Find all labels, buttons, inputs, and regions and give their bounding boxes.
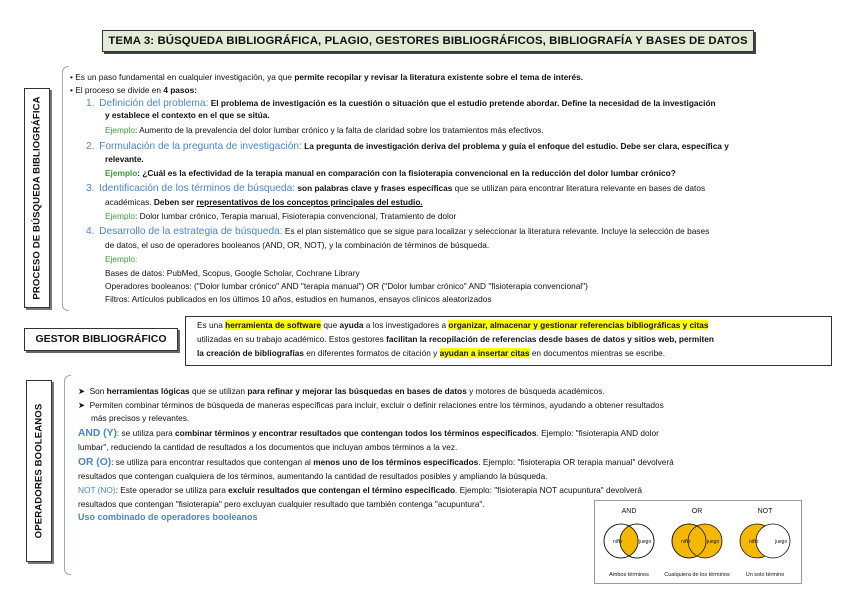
- step-4-cont: de datos, el uso de operadores booleanos (AND, OR, NOT), y la combinación de términos de búsqueda.: [105, 240, 490, 250]
- not-definition-cont: resultados que contengan "fisioterapia" pero excluyan cualquier resultado que también contenga "acupuntura".: [78, 499, 485, 509]
- step-2-cont: relevante.: [105, 154, 144, 164]
- not-definition: NOT (NO): Este operador se utiliza para excluir resultados que contengan el término especificado. Ejemplo: "fisioterapia NOT acupuntura" devolverá: [78, 485, 643, 495]
- venn-not-label: NOT: [757, 508, 773, 515]
- step-4-operators: Operadores booleanos: ("Dolor lumbar crónico" AND "terapia manual") OR ("Dolor lumbar crónico" AND "fisioterapia convencional"): [105, 281, 588, 291]
- bool-bullet-2: ➤ Permiten combinar términos de búsqueda de maneras específicas para incluir, excluir o definir relaciones entre los términos, ayudando a obtener resultados: [78, 400, 664, 410]
- venn-diagram: [594, 500, 802, 584]
- step-4: 4. Desarrollo de la estrategia de búsqueda: Es el plan sistemático que se sigue para localizar y seleccionar la literatura relevante. Incluye la selección de bases: [86, 226, 710, 237]
- step-1-example: Ejemplo: Aumento de la prevalencia del dolor lumbar crónico y la falta de claridad sobre los tratamientos más efectivos.: [105, 125, 544, 135]
- venn-or-left-term: niño: [681, 539, 691, 545]
- step-4-databases: Bases de datos: PubMed, Scopus, Google Scholar, Cochrane Library: [105, 268, 360, 278]
- or-definition: OR (O): se utiliza para encontrar resultados que contengan al menos uno de los términos especificados. Ejemplo: "fisioterapia OR terapia manual" devolverá: [78, 457, 674, 468]
- step-2-example: Ejemplo: ¿Cuál es la efectividad de la terapia manual en comparación con la fisioterapia convencional en la reducción del dolor lumbar crónico?: [105, 168, 676, 178]
- step-4-filters: Filtros: Artículos publicados en los últimos 10 años, estudios en humanos, ensayos clínicos aleatorizados: [105, 294, 492, 304]
- section-brace: [64, 375, 71, 575]
- gestor-line-2: utilizadas en su trabajo académico. Estos gestores facilitan la recopilación de referencias desde bases de datos y sitios web, permiten: [197, 334, 714, 344]
- and-definition: AND (Y): se utiliza para combinar términos y encontrar resultados que contengan todos los términos especificados. Ejemplo: "fisioterapia AND dolor: [78, 428, 659, 439]
- venn-svg: [595, 501, 801, 583]
- venn-or-label: OR: [691, 508, 703, 515]
- step-1: 1. Definición del problema: El problema de investigación es la cuestión o situación que el estudio pretende abordar. Define la necesidad de la investigación: [86, 98, 716, 109]
- gestor-line-1: Es una herramienta de software que ayuda a los investigadores a organizar, almacenar y gestionar referencias bibliográficas y citas: [197, 320, 709, 330]
- section-brace: [62, 66, 69, 311]
- step-2: 2. Formulación de la pregunta de investigación: La pregunta de investigación deriva del problema y guía el enfoque del estudio. Debe ser clara, específica y: [86, 141, 729, 152]
- combined-use-heading: Uso combinado de operadores booleanos: [78, 512, 258, 522]
- step-3-example: Ejemplo: Dolor lumbar crónico, Terapia manual, Fisioterapia convencional, Tratamiento de dolor: [105, 211, 457, 221]
- bool-bullet-1: ➤ Son herramientas lógicas que se utilizan para refinar y mejorar las búsquedas en bases de datos y motores de búsqueda académicos.: [78, 386, 605, 396]
- gestor-line-3: la creación de bibliografías en diferentes formatos de citación y ayudan a insertar citas en documentos mientras se escribe.: [197, 348, 666, 358]
- venn-not-right-term: juego: [775, 539, 788, 545]
- section-label-busqueda: [24, 88, 50, 308]
- section-label-gestor: GESTOR BIBLIOGRÁFICO: [24, 328, 178, 351]
- step-4-example-label: Ejemplo:: [105, 254, 138, 264]
- section-label-text: PROCESO DE BÚSQUEDA BIBLIOGRÁFICA: [31, 96, 43, 300]
- or-definition-cont: resultados que contengan cualquiera de los términos, aumentando la cantidad de resultados posibles y ampliando la búsqueda.: [78, 471, 548, 481]
- section-label-text: OPERADORES BOOLEANOS: [33, 403, 45, 539]
- venn-or-right-term: juego: [707, 539, 720, 545]
- venn-and-caption: Ambos términos: [609, 572, 649, 578]
- venn-not-left-term: niño: [749, 539, 759, 545]
- bullet-2: • El proceso se divide en 4 pasos:: [70, 85, 197, 95]
- step-3-cont: académicas. Deben ser representativos de los conceptos principales del estudio.: [105, 197, 423, 207]
- venn-or-caption: Cualquiera de los términos: [664, 572, 730, 578]
- step-3: 3. Identificación de los términos de búsqueda: son palabras clave y frases específicas que se utilizan para encontrar literatura relevante en bases de datos: [86, 183, 706, 194]
- bool-bullet-2-cont: más precisos y relevantes.: [91, 413, 190, 423]
- page-title: TEMA 3: BÚSQUEDA BIBLIOGRÁFICA, PLAGIO, GESTORES BIBLIOGRÁFICOS, BIBLIOGRAFÍA Y BASES DE DATOS: [102, 30, 754, 52]
- venn-and-right-term: juego: [639, 539, 652, 545]
- step-1-cont: y establece el contexto en el que se sitúa.: [105, 110, 270, 120]
- venn-and-left-term: niño: [613, 539, 623, 545]
- and-definition-cont: lumbar", reduciendo la cantidad de resultados a los documentos que incluyan ambos términos a la vez.: [78, 442, 458, 452]
- venn-and-label: AND: [621, 508, 637, 515]
- venn-not-caption: Un solo término: [745, 572, 785, 578]
- section-label-booleanos: [26, 380, 52, 562]
- bullet-1: • Es un paso fundamental en cualquier investigación, ya que permite recopilar y revisar la literatura existente sobre el tema de interés.: [70, 72, 583, 82]
